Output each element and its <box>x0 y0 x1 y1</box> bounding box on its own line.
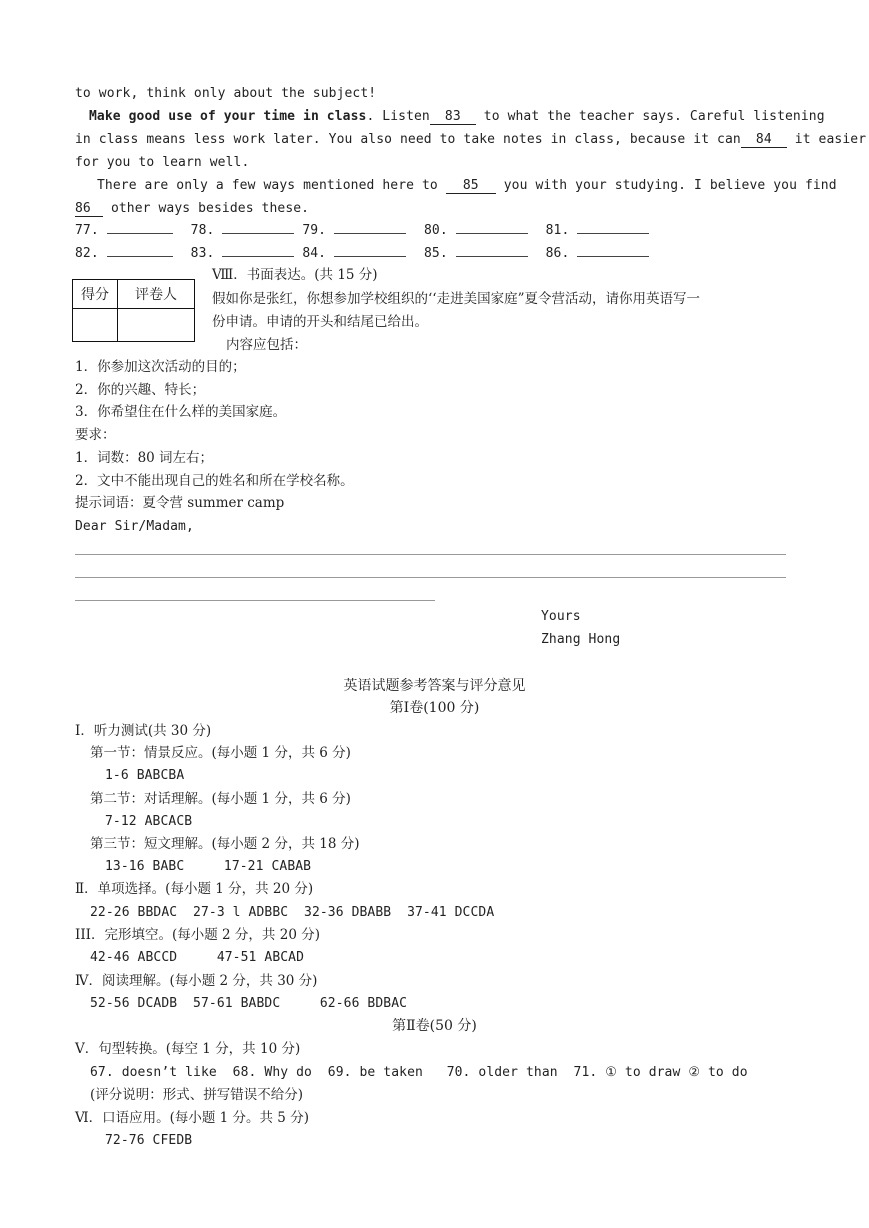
blank-86[interactable]: 86 <box>75 202 103 217</box>
writing-line[interactable] <box>75 600 435 601</box>
answer-blank[interactable] <box>222 220 294 234</box>
grader-label: 评卷人 <box>118 280 195 309</box>
volume-heading: 第Ⅰ卷(100 分) <box>389 700 480 716</box>
answer-row: 82. 83. 84. 85. 86. <box>75 243 649 264</box>
section-heading: I．听力测试(共 30 分) <box>75 723 212 739</box>
subsection-heading: 第三节：短文理解。(每小题 2 分，共 18 分) <box>90 836 360 852</box>
score-label: 得分 <box>73 280 118 309</box>
answer-blank[interactable] <box>577 243 649 257</box>
content-label: 内容应包括： <box>226 337 307 353</box>
bold-tip: Make good use of your time in class <box>89 109 367 124</box>
answer-blank[interactable] <box>334 220 406 234</box>
hint-words: 提示词语：夏令营 summer camp <box>75 495 285 511</box>
answer-blank[interactable] <box>107 220 173 234</box>
content-point: 3．你希望住在什么样的美国家庭。 <box>75 404 287 420</box>
section-heading: Ⅷ．书面表达。(共 15 分) <box>212 267 378 283</box>
scoring-note: (评分说明：形式、拼写错误不给分) <box>90 1087 304 1103</box>
blank-85[interactable]: 85 <box>446 179 496 194</box>
answer-line: 1-6 BABCBA <box>105 768 185 783</box>
answer-line: 42-46 ABCCD 47-51 ABCAD <box>90 950 305 965</box>
section-heading: V．句型转换。(每空 1 分，共 10 分) <box>75 1041 301 1057</box>
letter-greeting: Dear Sir/Madam, <box>75 519 194 534</box>
requirement: 2．文中不能出现自己的姓名和所在学校名称。 <box>75 473 354 489</box>
requirement: 1．词数：80 词左右； <box>75 450 214 466</box>
answer-blank[interactable] <box>577 220 649 234</box>
answer-blank[interactable] <box>456 220 528 234</box>
section-heading: Ⅵ．口语应用。(每小题 1 分。共 5 分) <box>75 1110 309 1126</box>
content-point: 1．你参加这次活动的目的； <box>75 359 246 375</box>
volume-heading: 第Ⅱ卷(50 分) <box>392 1018 477 1034</box>
subsection-heading: 第一节：情景反应。(每小题 1 分，共 6 分) <box>90 745 351 761</box>
answer-blank[interactable] <box>107 243 173 257</box>
section-heading: Ⅱ．单项选择。(每小题 1 分，共 20 分) <box>75 881 314 897</box>
requirement-label: 要求： <box>75 427 116 443</box>
section-heading: Ⅳ．阅读理解。(每小题 2 分，共 30 分) <box>75 973 318 989</box>
answer-blank[interactable] <box>222 243 294 257</box>
content-point: 2．你的兴趣、特长； <box>75 382 206 398</box>
answer-line: 67. doesn’t like 68. Why do 69. be taken 70. older than 71. ① to draw ② to do <box>90 1065 748 1080</box>
answer-blank[interactable] <box>334 243 406 257</box>
answer-line: 13-16 BABC 17-21 CABAB <box>105 859 312 874</box>
answer-key-title: 英语试题参考答案与评分意见 <box>343 678 526 694</box>
score-cell[interactable] <box>73 309 118 342</box>
writing-line[interactable] <box>75 554 786 555</box>
writing-line[interactable] <box>75 577 786 578</box>
letter-signature: Zhang Hong <box>541 632 621 647</box>
passage-line: for you to learn well. <box>75 155 250 170</box>
answer-line: 7-12 ABCACB <box>105 814 193 829</box>
answer-line: 52-56 DCADB 57-61 BABDC 62-66 BDBAC <box>90 996 408 1011</box>
section-heading: III．完形填空。(每小题 2 分，共 20 分) <box>75 927 320 943</box>
passage-line: There are only a few ways mentioned here to 85 you with your studying. I believe you find <box>97 178 837 193</box>
passage-line: in class means less work later. You also need to take notes in class, because it can 84 it easier <box>75 132 867 147</box>
answer-line: 72-76 CFEDB <box>105 1133 193 1148</box>
writing-intro: 假如你是张红，你想参加学校组织的‘‘走进美国家庭”夏令营活动，请你用英语写一 <box>212 291 700 307</box>
passage-line: 86 other ways besides these. <box>75 201 310 216</box>
score-box <box>72 279 195 342</box>
letter-closing: Yours <box>541 609 581 624</box>
subsection-heading: 第二节：对话理解。(每小题 1 分，共 6 分) <box>90 791 351 807</box>
blank-84[interactable]: 84 <box>741 133 787 148</box>
passage-line: Make good use of your time in class. Listen 83 to what the teacher says. Careful listening <box>89 109 825 124</box>
writing-intro: 份申请。申请的开头和结尾已给出。 <box>212 314 428 330</box>
passage-line: to work, think only about the subject! <box>75 86 377 101</box>
blank-83[interactable]: 83 <box>430 110 476 125</box>
answer-row: 77. 78. 79. 80. 81. <box>75 220 649 241</box>
grader-cell[interactable] <box>118 309 195 342</box>
answer-blank[interactable] <box>456 243 528 257</box>
answer-line: 22-26 BBDAC 27-3 l ADBBC 32-36 DBABB 37-41 DCCDA <box>90 905 495 920</box>
